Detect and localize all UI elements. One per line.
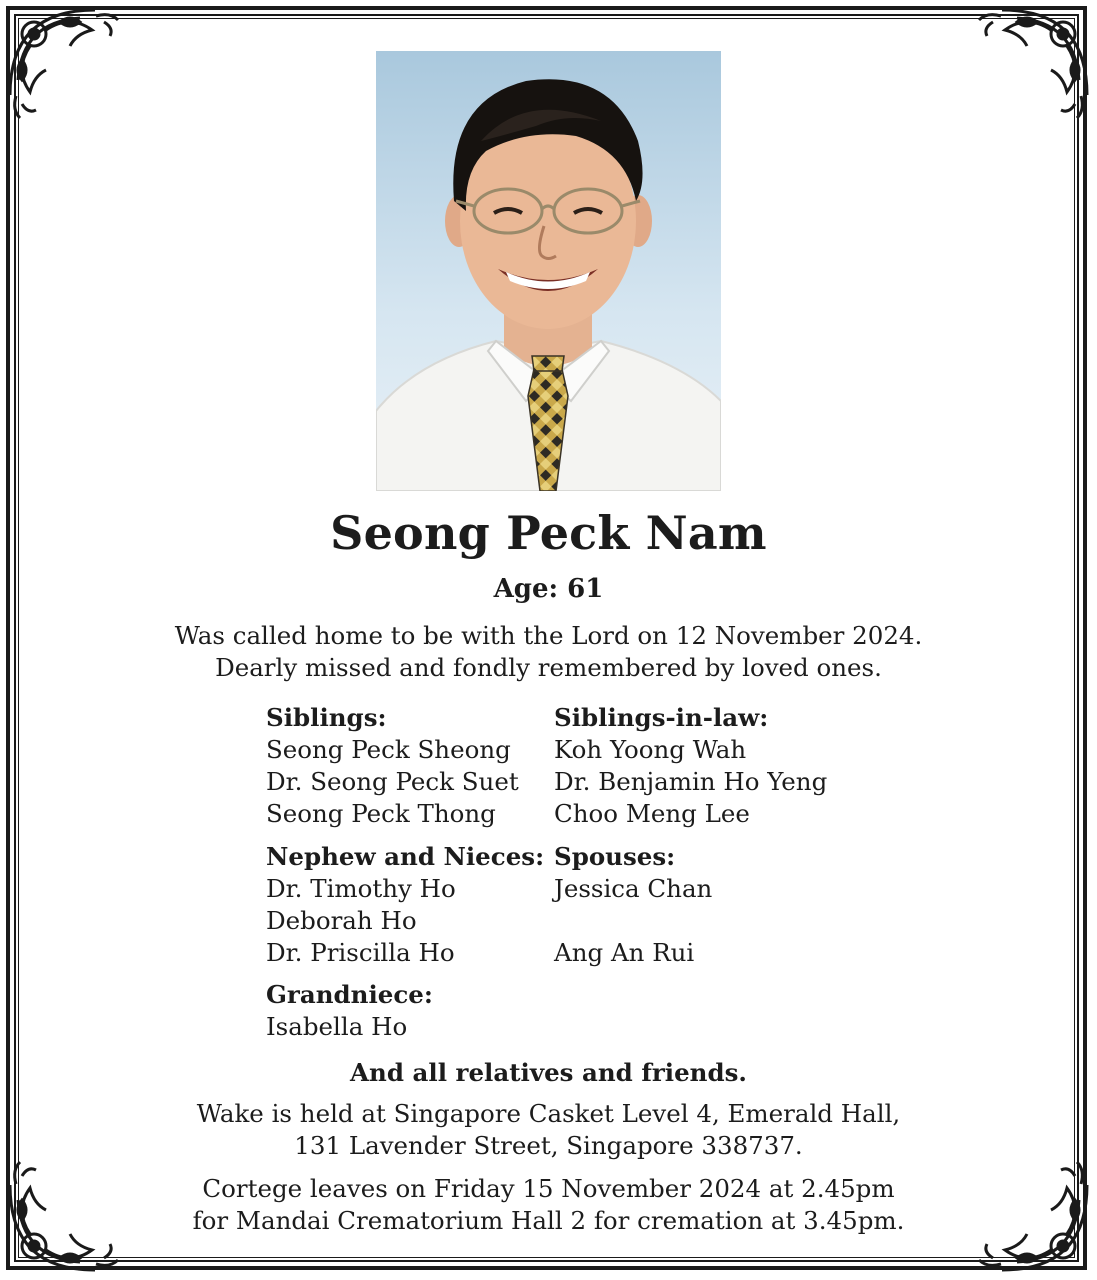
ornament-corner-top-right-icon	[947, 0, 1097, 150]
list-item: Koh Yoong Wah	[554, 735, 747, 764]
grandniece-group	[266, 979, 433, 1043]
siblings-heading: Siblings:	[266, 703, 387, 732]
list-item: Seong Peck Thong	[266, 799, 496, 828]
message-line-1: Was called home to be with the Lord on 12 November 2024.	[174, 621, 923, 650]
message-line-2: Dearly missed and fondly remembered by loved ones.	[215, 653, 882, 682]
list-item: Dr. Seong Peck Suet	[266, 767, 519, 796]
wake-line-1: Wake is held at Singapore Casket Level 4, Emerald Hall,	[196, 1099, 901, 1128]
grandniece-heading: Grandniece:	[266, 980, 433, 1009]
list-item: Jessica Chan	[554, 874, 713, 903]
spouses-group	[554, 841, 712, 969]
list-item: Dr. Priscilla Ho	[266, 938, 455, 967]
list-item: Dr. Benjamin Ho Yeng	[554, 767, 828, 796]
cortege-line-2: for Mandai Crematorium Hall 2 for cremation at 3.45pm.	[192, 1206, 905, 1235]
deceased-age: Age: 61	[493, 574, 604, 604]
siblings-in-law-heading: Siblings-in-law:	[554, 703, 769, 732]
spouses-heading: Spouses:	[554, 842, 676, 871]
siblings-group	[266, 702, 519, 830]
nephew-nieces-group	[266, 841, 544, 969]
relatives-and-friends: And all relatives and friends.	[350, 1058, 747, 1087]
list-item: Dr. Timothy Ho	[266, 874, 456, 903]
siblings-in-law-group	[554, 702, 827, 830]
list-item: Seong Peck Sheong	[266, 735, 511, 764]
nephew-nieces-heading: Nephew and Nieces:	[266, 842, 545, 871]
cortege-line-1: Cortege leaves on Friday 15 November 2024 at 2.45pm	[202, 1174, 895, 1203]
deceased-name: Seong Peck Nam	[330, 506, 767, 560]
list-item: Ang An Rui	[554, 938, 695, 967]
list-item: Isabella Ho	[266, 1012, 408, 1041]
wake-line-2: 131 Lavender Street, Singapore 338737.	[294, 1131, 803, 1160]
ornament-corner-top-left-icon	[0, 0, 150, 150]
list-item: Choo Meng Lee	[554, 799, 750, 828]
portrait-photo	[376, 51, 721, 491]
list-spacer	[554, 905, 712, 937]
list-item: Deborah Ho	[266, 906, 417, 935]
